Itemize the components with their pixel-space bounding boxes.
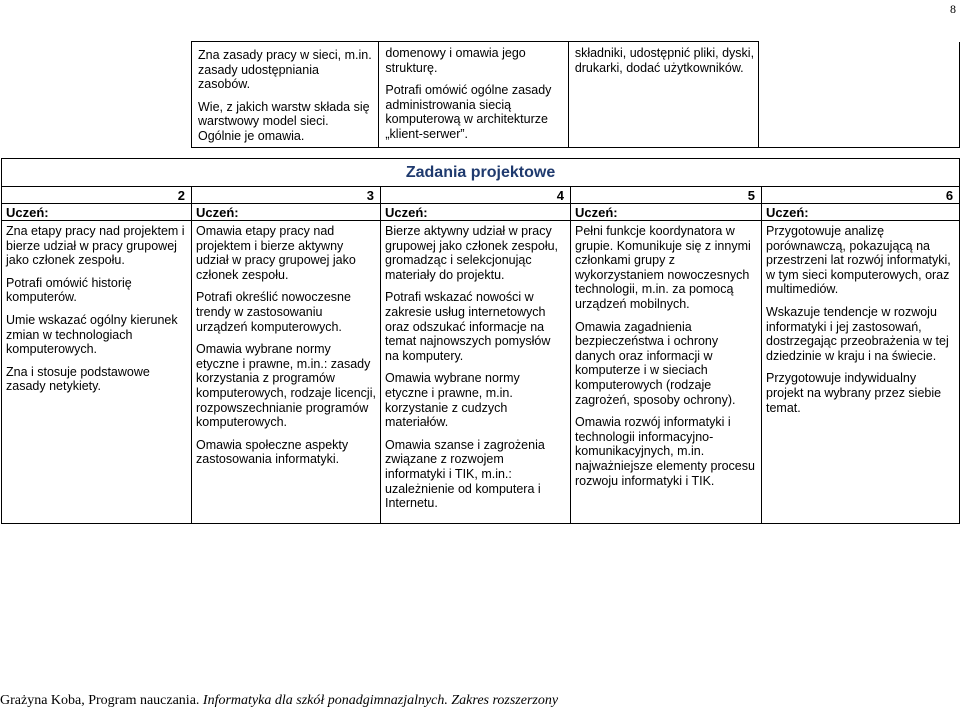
project-tasks-table xyxy=(1,158,960,524)
top-cell-2-text-1: domenowy i omawia jego strukturę. xyxy=(385,46,526,75)
grade-2-content xyxy=(2,221,192,524)
grade-6: 6 xyxy=(762,187,960,204)
table-title: Zadania projektowe xyxy=(2,159,960,187)
requirement-text: Przygotowuje analizę porównawczą, pokazującą na przestrzeni lat rozwój informatyki, w tym sieci komputerowych, oraz multimediów. xyxy=(766,224,951,297)
requirement-text: Omawia społeczne aspekty zastosowania informatyki. xyxy=(196,437,349,467)
requirement-text: Pełni funkcje koordynatora w grupie. Komunikuje się z innymi członkami grupy z wykorzystaniem nowoczesnych technologii, m.in. za pomocą urządzeń mobilnych. xyxy=(575,224,751,311)
grade-6-content xyxy=(762,221,960,524)
grade-5-content xyxy=(571,221,762,524)
footer-title: Informatyka dla szkół ponadgimnazjalnych. Zakres rozszerzony xyxy=(202,693,559,708)
requirement-text: Omawia szanse i zagrożenia związane z rozwojem informatyki i TIK, m.in.: uzależnienie od komputera i Internetu. xyxy=(385,437,545,511)
requirement-text: Przygotowuje indywidualny projekt na wybrany przez siebie temat. xyxy=(766,371,942,415)
page-footer xyxy=(0,693,558,709)
column-header: Uczeń: xyxy=(2,204,192,221)
requirement-text: Omawia rozwój informatyki i technologii informacyjno-komunikacyjnych, m.in. najważniejsze elementy procesu rozwoju informatyki i TIK. xyxy=(575,415,755,488)
top-cell-3-text-1: składniki, udostępnić pliki, dyski, drukarki, dodać użytkowników. xyxy=(574,46,755,75)
page-number: 8 xyxy=(950,2,956,16)
requirement-text: Zna i stosuje podstawowe zasady netykiety. xyxy=(6,364,150,394)
grade-2: 2 xyxy=(2,187,192,204)
top-cell-1-text-1: Zna zasady pracy w sieci, m.in. zasady udostępniania zasobów. xyxy=(198,48,372,91)
footer-author: Grażyna Koba, Program nauczania. xyxy=(0,693,203,708)
column-header: Uczeń: xyxy=(571,204,762,221)
grade-4-content xyxy=(381,221,571,524)
requirement-text: Bierze aktywny udział w pracy grupowej jako członek zespołu, gromadząc i selekcjonując materiały do projektu. xyxy=(385,224,559,282)
top-cell-1-text-2: Wie, z jakich warstw składa się warstwowy model sieci. Ogólnie je omawia. xyxy=(198,99,370,143)
top-cell-3 xyxy=(568,42,758,148)
column-header: Uczeń: xyxy=(762,204,960,221)
top-cell-1 xyxy=(192,42,379,148)
requirement-text: Zna etapy pracy nad projektem i bierze udział w pracy grupowej jako członek zespołu. xyxy=(6,224,185,268)
column-header: Uczeń: xyxy=(381,204,571,221)
requirement-text: Potrafi wskazać nowości w zakresie usług internetowych oraz odszukać informacje na temat najnowszych pomysłów na komputery. xyxy=(385,290,551,363)
grade-4: 4 xyxy=(381,187,571,204)
requirement-text: Umie wskazać ogólny kierunek zmian w technologiach komputerowych. xyxy=(6,312,178,357)
requirement-text: Potrafi omówić historię komputerów. xyxy=(6,275,132,305)
grade-5: 5 xyxy=(571,187,762,204)
requirement-text: Omawia zagadnienia bezpieczeństwa i ochrony danych oraz informacji w komputerze i w sieciach komputerowych (rodzaje zagrożeń, sposoby ochrony). xyxy=(575,319,736,407)
top-cell-4 xyxy=(759,42,960,148)
requirement-text: Omawia wybrane normy etyczne i prawne, m.in. korzystanie z cudzych materiałów. xyxy=(385,371,520,430)
requirement-text: Omawia wybrane normy etyczne i prawne, m.in.: zasady korzystania z programów komputerowych, rodzaje licencji, rozpowszechnianie programów komputerowych. xyxy=(196,342,376,430)
top-continuation-table xyxy=(191,41,960,148)
requirement-text: Omawia etapy pracy nad projektem i bierze aktywny udział w pracy grupowej jako członek zespołu. xyxy=(196,224,356,282)
requirement-text: Wskazuje tendencje w rozwoju informatyki i jej zastosowań, dostrzegając przeobrażenia w tej dziedzinie w kraju i na świecie. xyxy=(766,304,949,363)
grade-3: 3 xyxy=(192,187,381,204)
column-header: Uczeń: xyxy=(192,204,381,221)
top-cell-2 xyxy=(379,42,568,148)
grade-3-content xyxy=(192,221,381,524)
requirement-text: Potrafi określić nowoczesne trendy w zastosowaniu urządzeń komputerowych. xyxy=(196,290,351,334)
top-cell-2-text-2: Potrafi omówić ogólne zasady administrowania siecią komputerową w architekturze „klient-serwer”. xyxy=(385,83,552,141)
